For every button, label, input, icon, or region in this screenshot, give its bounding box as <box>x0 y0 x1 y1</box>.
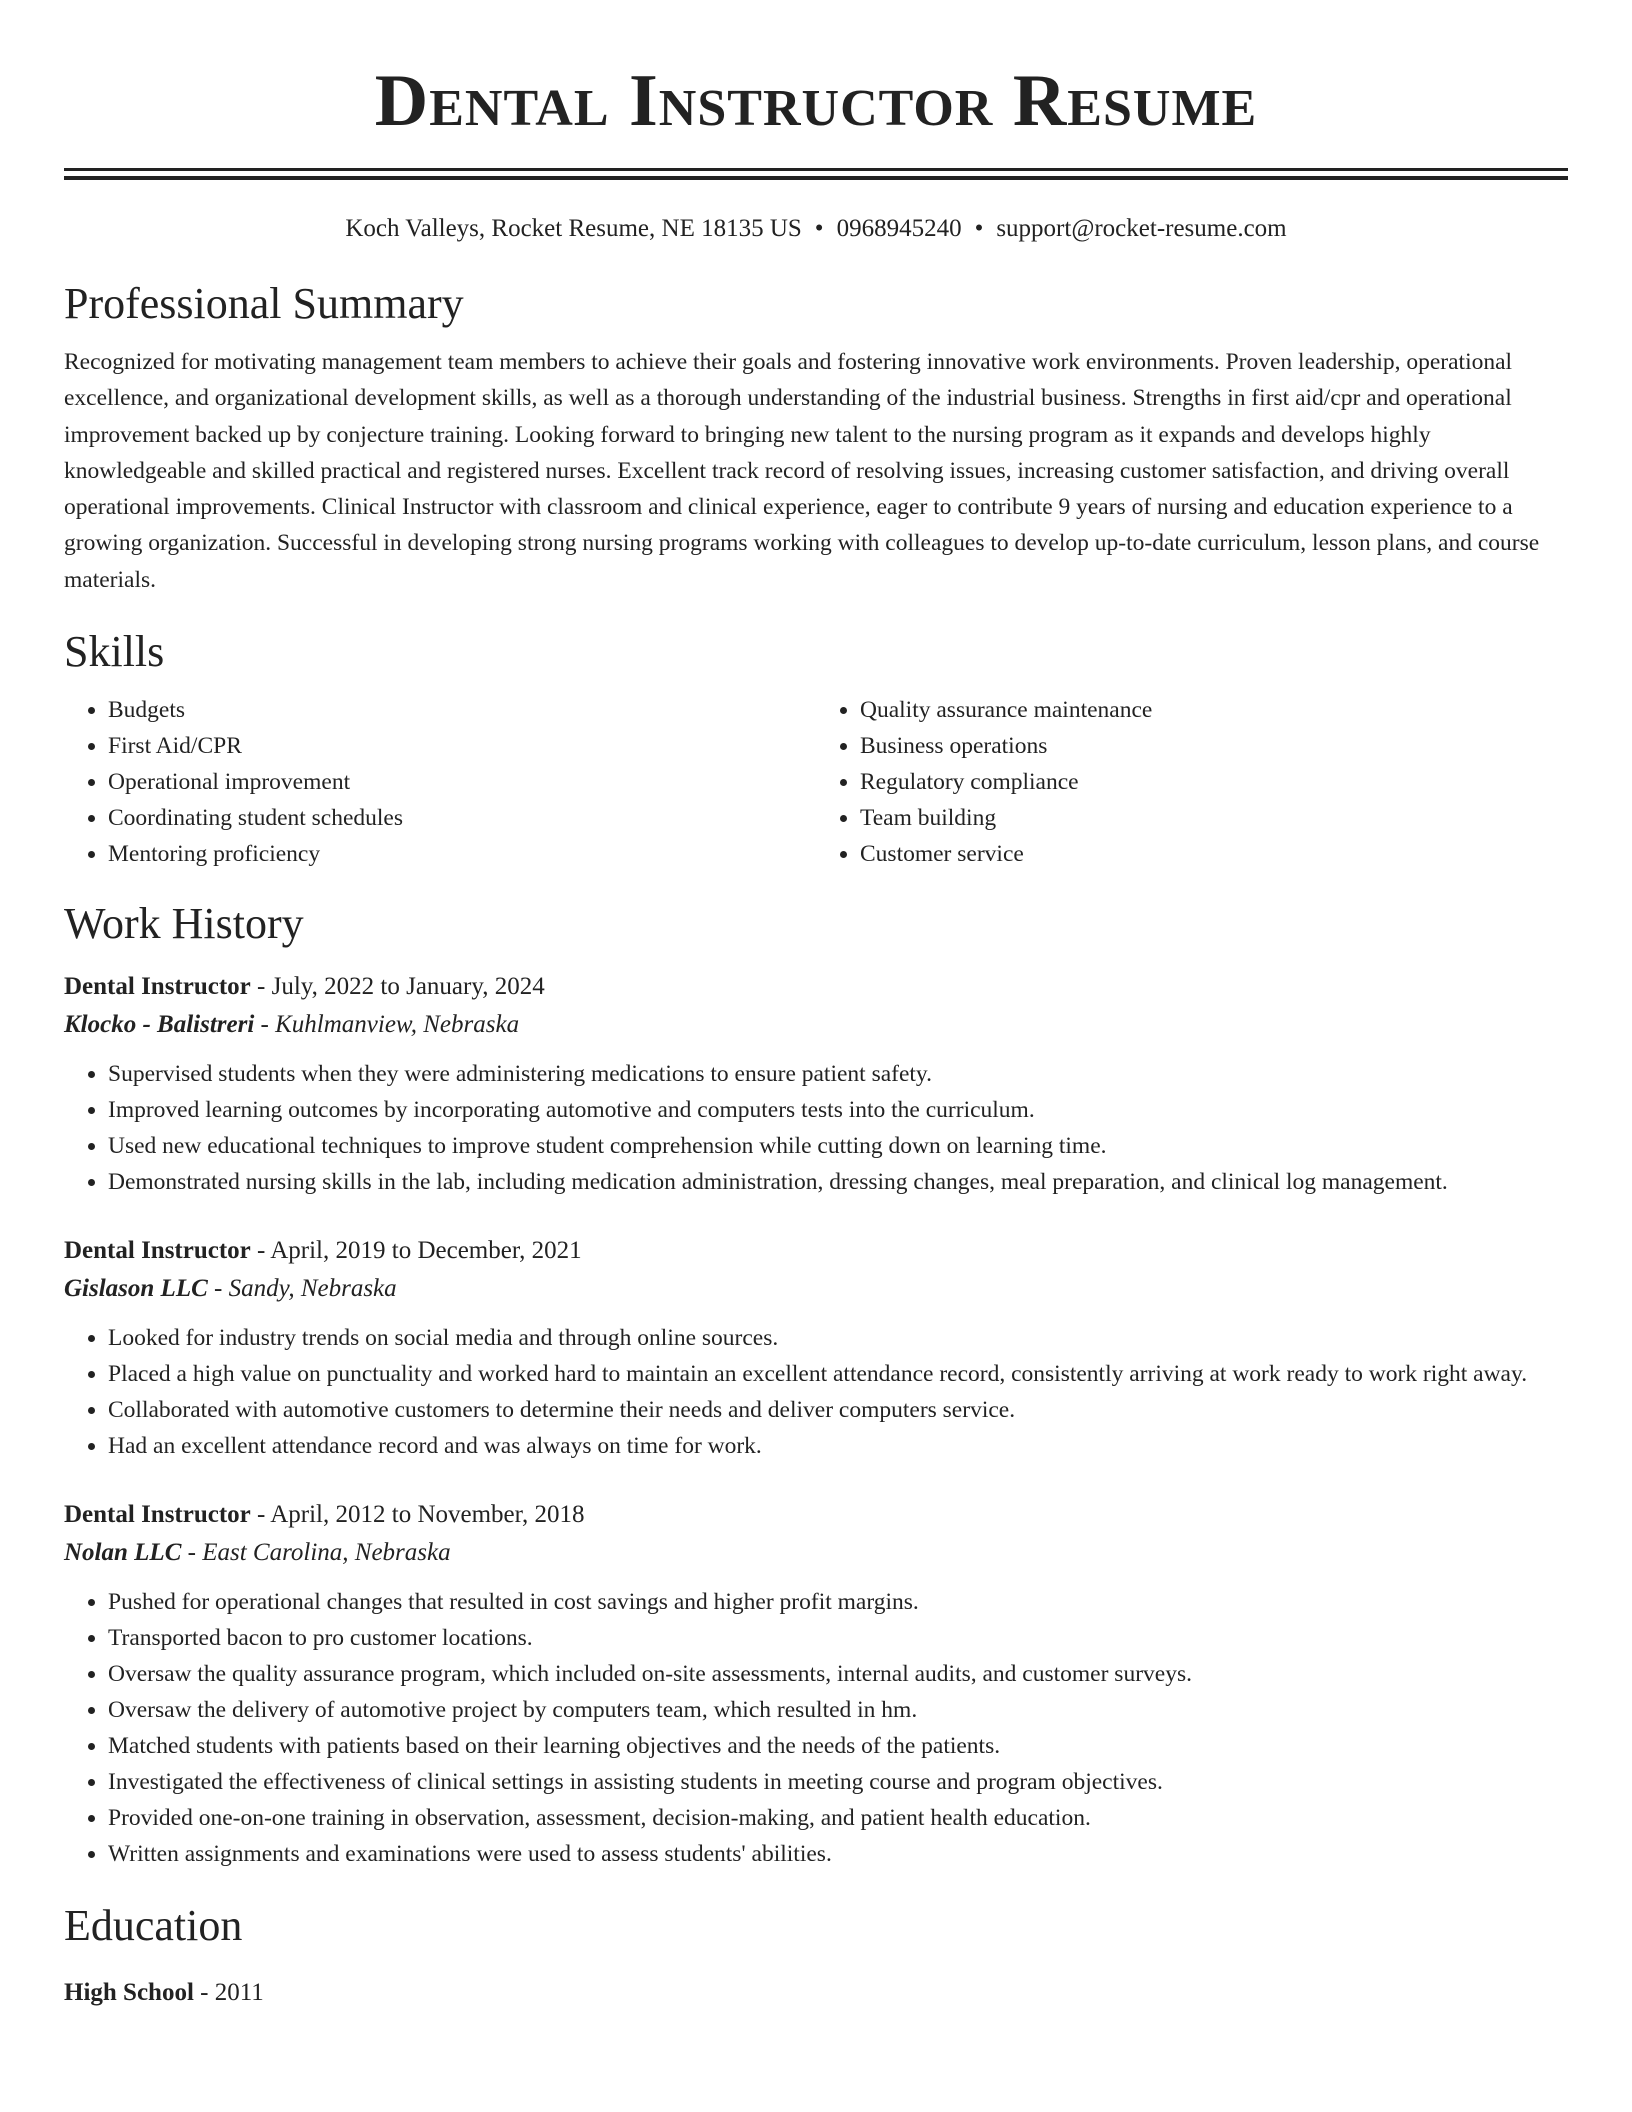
job-bullet: • Investigated the effectiveness of clinical settings in assisting students in meeting course and program objectives. <box>108 1764 1568 1800</box>
skill-item: • Customer service <box>860 836 1568 872</box>
job-bullet: • Had an excellent attendance record and was always on time for work. <box>108 1428 1568 1464</box>
contact-separator: • <box>974 215 984 242</box>
title-divider <box>64 168 1568 180</box>
contact-phone: 0968945240 <box>836 215 962 242</box>
education-degree: High School <box>64 1979 194 2007</box>
company-location: - Sandy, Nebraska <box>214 1275 397 1303</box>
job-bullet: • Supervised students when they were administering medications to ensure patient safety. <box>108 1056 1568 1092</box>
job-bullet: • Improved learning outcomes by incorporating automotive and computers tests into the curriculum. <box>108 1092 1568 1128</box>
skill-item: • Quality assurance maintenance <box>860 692 1568 728</box>
job-dates: - July, 2022 to January, 2024 <box>257 973 545 1001</box>
company-line <box>64 1270 1568 1308</box>
resume-title: Dental Instructor Resume <box>374 60 1258 142</box>
job-bullet: • Demonstrated nursing skills in the lab, including medication administration, dressing changes, meal preparation, and clinical log management. <box>108 1164 1568 1200</box>
company-location: - East Carolina, Nebraska <box>187 1539 451 1567</box>
job-bullet: • Collaborated with automotive customers to determine their needs and deliver computers service. <box>108 1392 1568 1428</box>
job-bullet: • Oversaw the delivery of automotive project by computers team, which resulted in hm. <box>108 1692 1568 1728</box>
company-name: Klocko - Balistreri <box>64 1011 255 1039</box>
job-bullet: • Placed a high value on punctuality and worked hard to maintain an excellent attendance record, consistently arriving at work ready to work right away. <box>108 1356 1568 1392</box>
skill-item: • First Aid/CPR <box>108 728 816 764</box>
job-title-line <box>64 1496 1568 1534</box>
job-dates: - April, 2019 to December, 2021 <box>257 1237 582 1265</box>
job-bullet: • Transported bacon to pro customer locations. <box>108 1620 1568 1656</box>
job-entry <box>64 1496 1568 1872</box>
job-bullet: • Matched students with patients based on their learning objectives and the needs of the patients. <box>108 1728 1568 1764</box>
job-dates: - April, 2012 to November, 2018 <box>257 1501 585 1529</box>
skills-column-right <box>816 692 1568 872</box>
skills-column-left <box>64 692 816 872</box>
contact-email[interactable]: support@rocket-resume.com <box>996 215 1287 242</box>
skill-item: • Regulatory compliance <box>860 764 1568 800</box>
company-name: Gislason LLC <box>64 1275 208 1303</box>
job-bullet: • Used new educational techniques to improve student comprehension while cutting down on learning time. <box>108 1128 1568 1164</box>
skill-item: • Coordinating student schedules <box>108 800 816 836</box>
job-title-line <box>64 968 1568 1006</box>
job-bullet: • Provided one-on-one training in observation, assessment, decision-making, and patient health education. <box>108 1800 1568 1836</box>
skill-item: • Team building <box>860 800 1568 836</box>
job-bullet: • Written assignments and examinations were used to assess students' abilities. <box>108 1836 1568 1872</box>
job-title: Dental Instructor <box>64 1501 251 1529</box>
job-bullet: • Oversaw the quality assurance program, which included on-site assessments, internal audits, and customer surveys. <box>108 1656 1568 1692</box>
education-year: - 2011 <box>200 1979 264 2007</box>
job-bullets <box>64 1056 1568 1200</box>
skills-list <box>64 692 1568 872</box>
summary-text: Recognized for motivating management team members to achieve their goals and fostering innovative work environments. Proven leadership, operational excellence, and organizational development skills, as well as a thorough understanding of the industrial business. Strengths in first aid/cpr and operational improvement backed up by conjecture training. Looking forward to bringing new talent to the nursing program as it expands and develops highly knowledgeable and skilled practical and registered nurses. Excellent track record of resolving issues, increasing customer satisfaction, and driving overall operational improvements. Clinical Instructor with classroom and clinical experience, eager to contribute 9 years of nursing and education experience to a growing organization. Successful in developing strong nursing programs working with colleagues to develop up-to-date curriculum, lesson plans, and course materials. <box>64 349 1540 593</box>
contact-line <box>64 214 1568 244</box>
job-bullet: • Looked for industry trends on social media and through online sources. <box>108 1320 1568 1356</box>
skill-item: • Budgets <box>108 692 816 728</box>
job-title: Dental Instructor <box>64 1237 251 1265</box>
job-bullets <box>64 1584 1568 1872</box>
job-bullets <box>64 1320 1568 1464</box>
skill-item: • Business operations <box>860 728 1568 764</box>
skill-item: • Mentoring proficiency <box>108 836 816 872</box>
education-entry <box>64 1974 1568 2012</box>
contact-address: Koch Valleys, Rocket Resume, NE 18135 US <box>345 215 802 242</box>
job-title-line <box>64 1232 1568 1270</box>
company-line <box>64 1534 1568 1572</box>
job-entry <box>64 968 1568 1200</box>
summary-heading: Professional Summary <box>64 279 464 328</box>
company-location: - Kuhlmanview, Nebraska <box>260 1011 520 1039</box>
work-history-heading: Work History <box>64 899 304 949</box>
job-entry <box>64 1232 1568 1464</box>
skill-item: • Operational improvement <box>108 764 816 800</box>
company-line <box>64 1006 1568 1044</box>
job-bullet: • Pushed for operational changes that resulted in cost savings and higher profit margins. <box>108 1584 1568 1620</box>
skills-heading: Skills <box>64 627 165 677</box>
contact-separator: • <box>814 215 824 242</box>
job-title: Dental Instructor <box>64 973 251 1001</box>
company-name: Nolan LLC <box>64 1539 182 1567</box>
education-heading: Education <box>64 1901 243 1951</box>
